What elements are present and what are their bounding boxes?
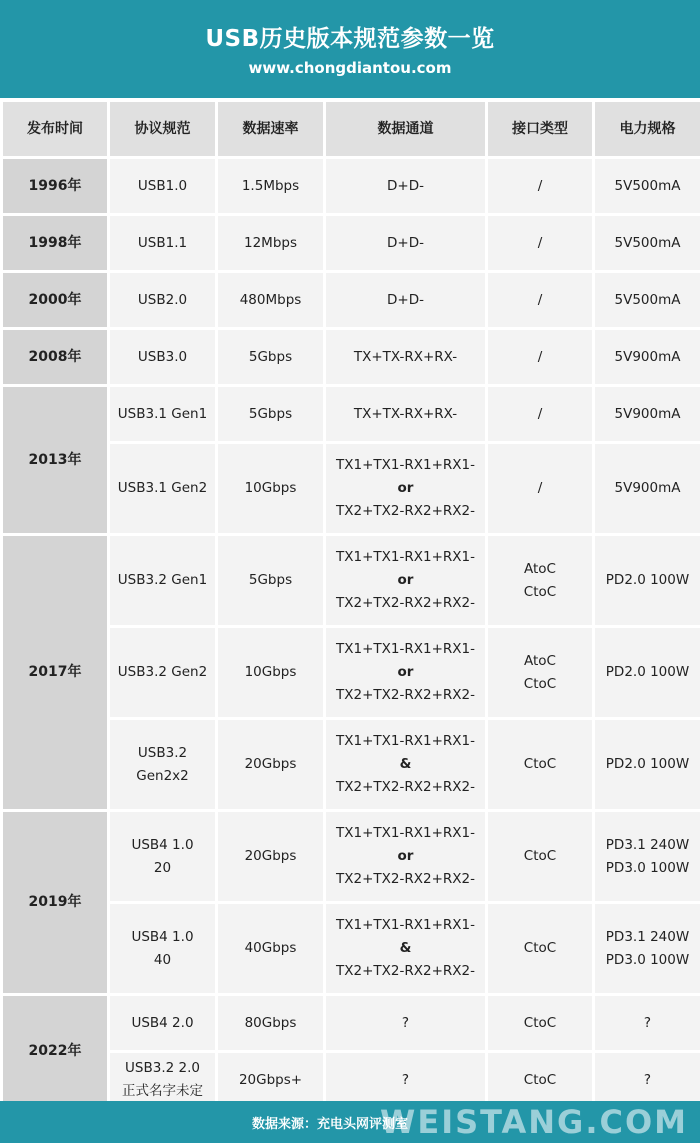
- lanes-cell-line: TX2+TX2-RX2+RX2-: [336, 779, 475, 795]
- lanes-cell-line: TX1+TX1-RX1+RX1-: [336, 825, 475, 841]
- interface-cell: [487, 1052, 594, 1109]
- spec-cell: [109, 215, 217, 272]
- rate-cell: 5Gbps: [217, 386, 325, 443]
- power-cell: [594, 995, 700, 1052]
- interface-cell-line: /: [537, 348, 543, 365]
- lanes-cell-line: TX2+TX2-RX2+RX2-: [336, 503, 475, 519]
- release-year-cell: 1996年: [2, 158, 109, 215]
- power-cell-line: 5V500mA: [614, 177, 681, 194]
- power-cell: [594, 329, 700, 386]
- interface-cell: [487, 272, 594, 329]
- interface-cell-line: /: [537, 291, 543, 308]
- spec-cell: [109, 995, 217, 1052]
- lanes-cell: [325, 215, 487, 272]
- lanes-cell-line: or: [397, 848, 414, 864]
- lanes-cell-line: TX2+TX2-RX2+RX2-: [336, 595, 475, 611]
- lanes-cell: [325, 386, 487, 443]
- col-header-lanes: 数据通道: [325, 101, 487, 158]
- interface-cell-line: AtoC: [524, 560, 556, 577]
- watermark-logo: WEISTANG.COM: [380, 1103, 688, 1141]
- power-cell-line: 5V900mA: [614, 348, 681, 365]
- data-source-note: 数据来源：充电头网评测室: [252, 1117, 409, 1132]
- power-cell-line: PD2.0 100W: [605, 664, 690, 680]
- col-header-date: 发布时间: [2, 101, 109, 158]
- power-cell-line: ?: [643, 1014, 652, 1031]
- lanes-cell-line: TX2+TX2-RX2+RX2-: [336, 687, 475, 703]
- power-cell: [594, 215, 700, 272]
- interface-cell-line: /: [537, 234, 543, 251]
- spec-cell: [109, 535, 217, 627]
- spec-cell-line: Gen2x2: [136, 767, 189, 784]
- spec-cell-line: USB4 1.0: [131, 836, 194, 853]
- power-cell: [594, 719, 700, 811]
- release-year-cell: 2022年: [2, 995, 109, 1109]
- interface-cell: [487, 811, 594, 903]
- spec-cell: [109, 719, 217, 811]
- col-header-interface: 接口类型: [487, 101, 594, 158]
- power-cell-line: PD3.0 100W: [605, 859, 690, 876]
- interface-cell-line: /: [537, 405, 543, 422]
- spec-cell-line: USB3.1 Gen1: [117, 405, 208, 422]
- release-year-cell: 1998年: [2, 215, 109, 272]
- spec-cell-line: USB3.2 Gen1: [117, 572, 208, 588]
- lanes-cell: [325, 811, 487, 903]
- table-row: [2, 386, 700, 443]
- power-cell: [594, 443, 700, 535]
- release-year-cell: 2008年: [2, 329, 109, 386]
- interface-cell-line: /: [537, 480, 543, 496]
- spec-cell: [109, 272, 217, 329]
- lanes-cell-line: &: [399, 756, 412, 772]
- interface-cell: [487, 903, 594, 995]
- rate-cell: 5Gbps: [217, 329, 325, 386]
- interface-cell-line: /: [537, 177, 543, 194]
- interface-cell: [487, 995, 594, 1052]
- lanes-cell-line: TX1+TX1-RX1+RX1-: [336, 641, 475, 657]
- power-cell-line: 5V900mA: [614, 405, 681, 422]
- interface-cell-line: CtoC: [523, 1014, 557, 1031]
- rate-cell: 1.5Mbps: [217, 158, 325, 215]
- spec-cell-line: USB2.0: [137, 291, 188, 308]
- power-cell-line: PD2.0 100W: [605, 756, 690, 772]
- lanes-cell-line: TX1+TX1-RX1+RX1-: [336, 457, 475, 473]
- interface-cell-line: CtoC: [523, 848, 557, 864]
- col-header-rate: 数据速率: [217, 101, 325, 158]
- lanes-cell: [325, 995, 487, 1052]
- spec-cell-line: USB4 2.0: [131, 1014, 194, 1031]
- spec-cell: [109, 443, 217, 535]
- power-cell: [594, 535, 700, 627]
- spec-cell-line: USB3.2: [137, 744, 188, 761]
- interface-cell: [487, 386, 594, 443]
- lanes-cell-line: TX1+TX1-RX1+RX1-: [336, 733, 475, 749]
- lanes-cell-line: TX+TX-RX+RX-: [353, 348, 458, 365]
- lanes-cell-line: ?: [401, 1071, 410, 1088]
- lanes-cell: [325, 535, 487, 627]
- lanes-cell: [325, 443, 487, 535]
- spec-cell-line: 20: [153, 859, 172, 876]
- release-year-cell: 2017年: [2, 535, 109, 811]
- lanes-cell-line: or: [397, 480, 414, 496]
- interface-cell: [487, 329, 594, 386]
- power-cell: [594, 158, 700, 215]
- table-row: [2, 995, 700, 1052]
- spec-cell-line: 正式名字未定: [122, 1083, 203, 1099]
- lanes-cell: [325, 1052, 487, 1109]
- spec-cell: [109, 329, 217, 386]
- table-row: [2, 215, 700, 272]
- power-cell: [594, 1052, 700, 1109]
- usb-spec-table: [0, 99, 700, 1110]
- lanes-cell: [325, 903, 487, 995]
- lanes-cell-line: &: [399, 940, 412, 956]
- interface-cell-line: AtoC: [524, 652, 556, 669]
- release-year-cell: 2013年: [2, 386, 109, 535]
- table-row: [2, 811, 700, 903]
- rate-cell: 5Gbps: [217, 535, 325, 627]
- interface-cell-line: CtoC: [523, 675, 557, 692]
- spec-cell-line: USB1.0: [137, 177, 188, 194]
- rate-cell: 20Gbps: [217, 811, 325, 903]
- spec-cell-line: USB3.1 Gen2: [117, 480, 208, 496]
- spec-cell-line: USB4 1.0: [131, 928, 194, 945]
- table-header-row: [2, 101, 700, 158]
- spec-cell: [109, 158, 217, 215]
- page-title: USB历史版本规范参数一览: [205, 26, 495, 52]
- lanes-cell-line: or: [397, 572, 414, 588]
- power-cell-line: PD2.0 100W: [605, 572, 690, 588]
- lanes-cell: [325, 329, 487, 386]
- interface-cell: [487, 627, 594, 719]
- spec-cell-line: USB3.2 Gen2: [117, 664, 208, 680]
- col-header-power: 电力规格: [594, 101, 700, 158]
- table-row: [2, 329, 700, 386]
- power-cell-line: 5V900mA: [614, 480, 681, 496]
- power-cell: [594, 627, 700, 719]
- lanes-cell-line: ?: [401, 1014, 410, 1031]
- footer-bar: [0, 1101, 700, 1143]
- lanes-cell: [325, 158, 487, 215]
- rate-cell: 80Gbps: [217, 995, 325, 1052]
- table-body: [2, 158, 700, 1109]
- power-cell: [594, 811, 700, 903]
- rate-cell: 20Gbps+: [217, 1052, 325, 1109]
- lanes-cell: [325, 272, 487, 329]
- power-cell: [594, 386, 700, 443]
- interface-cell-line: CtoC: [523, 583, 557, 600]
- interface-cell: [487, 158, 594, 215]
- lanes-cell-line: TX1+TX1-RX1+RX1-: [336, 549, 475, 565]
- power-cell: [594, 903, 700, 995]
- power-cell-line: PD3.1 240W: [605, 836, 690, 853]
- power-cell-line: ?: [643, 1071, 652, 1088]
- interface-cell: [487, 535, 594, 627]
- spec-cell: [109, 811, 217, 903]
- table-row: [2, 272, 700, 329]
- rate-cell: 10Gbps: [217, 627, 325, 719]
- lanes-cell-line: TX2+TX2-RX2+RX2-: [336, 871, 475, 887]
- lanes-cell-line: D+D-: [387, 291, 424, 308]
- spec-cell-line: USB3.0: [137, 348, 188, 365]
- spec-cell: [109, 627, 217, 719]
- interface-cell-line: CtoC: [523, 756, 557, 772]
- power-cell-line: 5V500mA: [614, 291, 681, 308]
- spec-cell: [109, 903, 217, 995]
- table-row: [2, 158, 700, 215]
- rate-cell: 10Gbps: [217, 443, 325, 535]
- col-header-spec: 协议规范: [109, 101, 217, 158]
- lanes-cell-line: TX2+TX2-RX2+RX2-: [336, 963, 475, 979]
- lanes-cell-line: or: [397, 664, 414, 680]
- table-row: [2, 535, 700, 627]
- spec-cell-line: USB3.2 2.0: [125, 1060, 200, 1076]
- spec-cell-line: USB1.1: [137, 234, 188, 251]
- release-year-cell: 2000年: [2, 272, 109, 329]
- lanes-cell-line: TX1+TX1-RX1+RX1-: [336, 917, 475, 933]
- spec-cell-line: 40: [153, 951, 172, 968]
- site-url: www.chongdiantou.com: [248, 59, 452, 77]
- header-banner: [0, 0, 700, 98]
- power-cell: [594, 272, 700, 329]
- interface-cell: [487, 719, 594, 811]
- lanes-cell: [325, 627, 487, 719]
- interface-cell: [487, 443, 594, 535]
- spec-cell: [109, 386, 217, 443]
- rate-cell: 480Mbps: [217, 272, 325, 329]
- interface-cell-line: CtoC: [523, 1071, 557, 1088]
- interface-cell: [487, 215, 594, 272]
- release-year-cell: 2019年: [2, 811, 109, 995]
- lanes-cell-line: D+D-: [387, 234, 424, 251]
- spec-cell: [109, 1052, 217, 1109]
- power-cell-line: PD3.1 240W: [605, 928, 690, 945]
- interface-cell-line: CtoC: [523, 940, 557, 956]
- lanes-cell: [325, 719, 487, 811]
- rate-cell: 12Mbps: [217, 215, 325, 272]
- rate-cell: 20Gbps: [217, 719, 325, 811]
- power-cell-line: PD3.0 100W: [605, 951, 690, 968]
- lanes-cell-line: D+D-: [387, 177, 424, 194]
- lanes-cell-line: TX+TX-RX+RX-: [353, 405, 458, 422]
- power-cell-line: 5V500mA: [614, 234, 681, 251]
- rate-cell: 40Gbps: [217, 903, 325, 995]
